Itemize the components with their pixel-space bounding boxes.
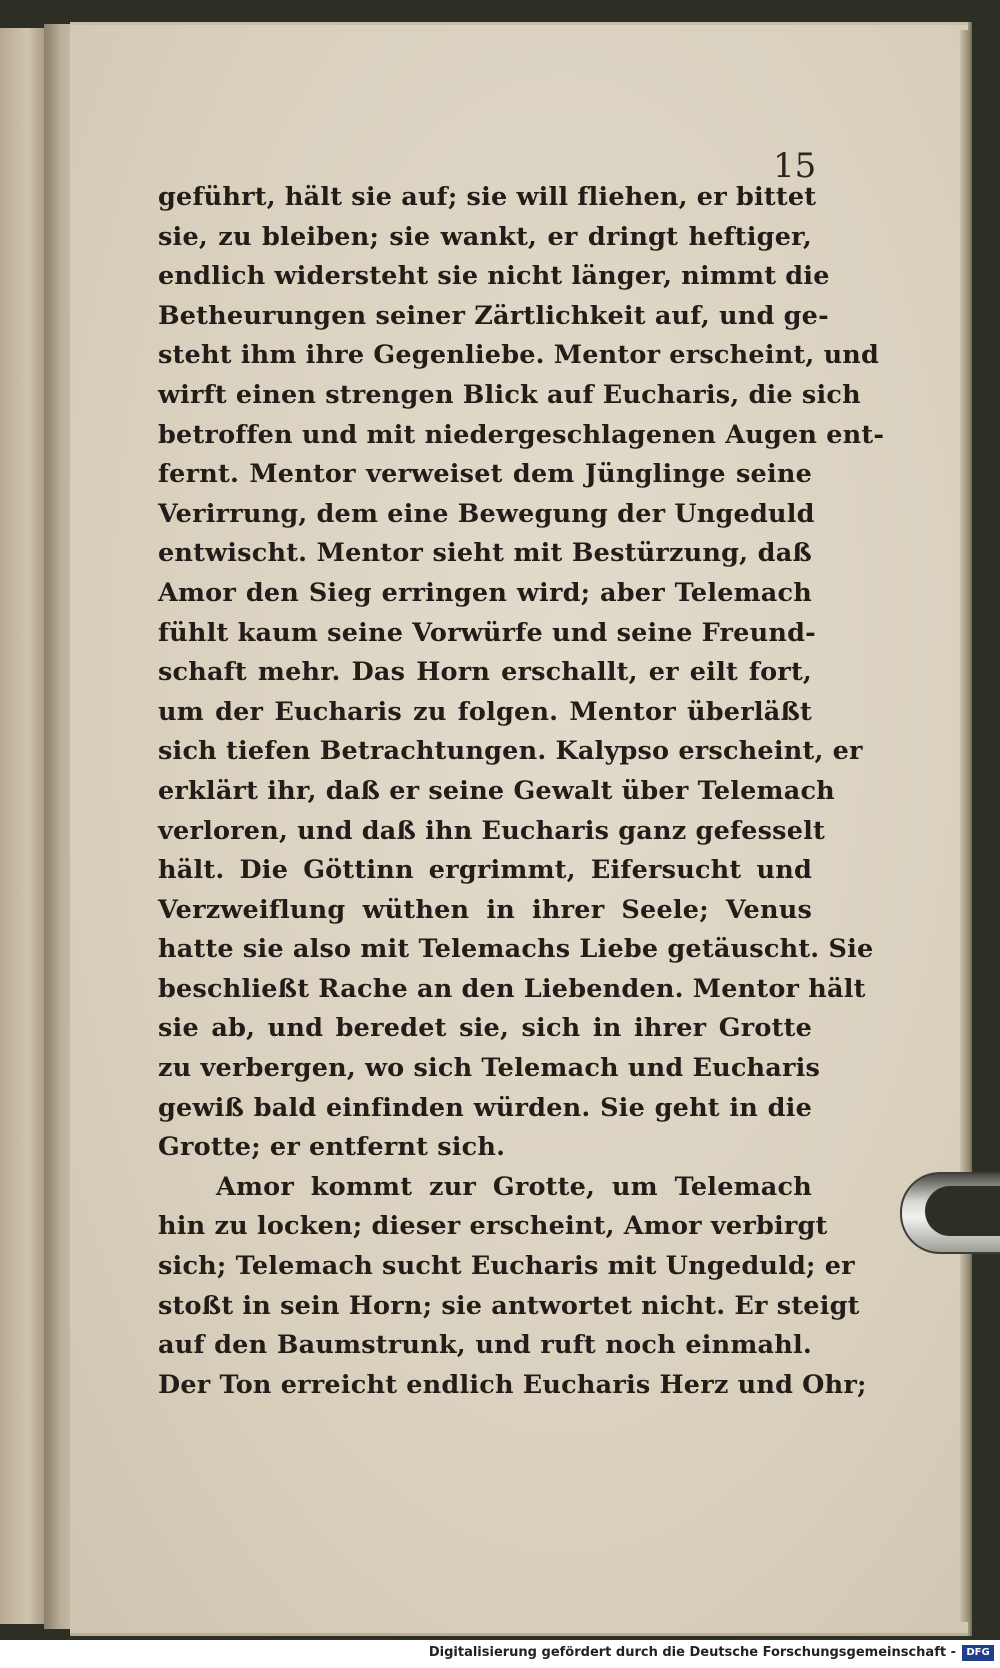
text-line: fernt. Mentor verweiset dem Jünglinge seine bbox=[158, 459, 812, 490]
text-line: erklärt ihr, daß er seine Gewalt über Telemach bbox=[158, 775, 835, 806]
text-line: um der Eucharis zu folgen. Mentor überläßt bbox=[158, 696, 812, 727]
text-line: gewiß bald einfinden würden. Sie geht in die bbox=[158, 1092, 812, 1123]
text-line: Grotte; er entfernt sich. bbox=[158, 1132, 506, 1163]
text-line: Amor den Sieg erringen wird; aber Telemach bbox=[158, 577, 812, 608]
text-line: geführt, hält sie auf; sie will fliehen, er bittet bbox=[158, 182, 817, 212]
funding-credit: Digitalisierung gefördert durch die Deutsche Forschungsgemeinschaft - bbox=[428, 1645, 956, 1660]
text-line: betroffen und mit niedergeschlagenen Augen ent- bbox=[158, 419, 885, 450]
text-line: hält. Die Göttinn ergrimmt, Eifersucht und bbox=[158, 855, 812, 886]
text-line: sie ab, und beredet sie, sich in ihrer Grotte bbox=[158, 1013, 812, 1044]
text-line: Amor kommt zur Grotte, um Telemach bbox=[216, 1171, 812, 1202]
text-line: Betheurungen seiner Zärtlichkeit auf, und ge- bbox=[158, 300, 829, 331]
text-line: schaft mehr. Das Horn erschallt, er eilt fort, bbox=[158, 657, 812, 688]
text-line: zu verbergen, wo sich Telemach und Eucharis bbox=[158, 1053, 821, 1084]
text-line: Verirrung, dem eine Bewegung der Ungeduld bbox=[158, 498, 815, 529]
text-line: hin zu locken; dieser erscheint, Amor verbirgt bbox=[158, 1211, 828, 1242]
text-line: verloren, und daß ihn Eucharis ganz gefesselt bbox=[158, 815, 825, 846]
text-line: Der Ton erreicht endlich Eucharis Herz und Ohr; bbox=[158, 1369, 867, 1400]
text-line: auf den Baumstrunk, und ruft noch einmahl. bbox=[158, 1330, 812, 1361]
text-line: sich; Telemach sucht Eucharis mit Ungeduld; er bbox=[158, 1251, 855, 1282]
page-number: 15 bbox=[773, 146, 817, 186]
text-line: sich tiefen Betrachtungen. Kalypso erscheint, er bbox=[158, 736, 863, 767]
body-text bbox=[158, 178, 885, 1405]
text-line: wirft einen strengen Blick auf Eucharis, die sich bbox=[158, 379, 861, 410]
text-line: Verzweiflung wüthen in ihrer Seele; Venus bbox=[158, 894, 812, 925]
text-line: stoßt in sein Horn; sie antwortet nicht. Er steigt bbox=[158, 1290, 860, 1321]
page-clip-opening bbox=[925, 1186, 1000, 1236]
text-line: entwischt. Mentor sieht mit Bestürzung, daß bbox=[158, 538, 812, 569]
text-line: beschließt Rache an den Liebenden. Mentor hält bbox=[158, 973, 866, 1004]
page-stack-edge bbox=[960, 30, 970, 1622]
facing-page-edge bbox=[0, 28, 48, 1624]
text-line: steht ihm ihre Gegenliebe. Mentor erscheint, und bbox=[158, 340, 880, 371]
text-line: fühlt kaum seine Vorwürfe und seine Freund- bbox=[158, 617, 816, 648]
text-line: hatte sie also mit Telemachs Liebe getäuscht. Sie bbox=[158, 934, 874, 965]
text-line: endlich widersteht sie nicht länger, nimmt die bbox=[158, 261, 830, 292]
text-line: sie, zu bleiben; sie wankt, er dringt heftiger, bbox=[158, 221, 812, 252]
dfg-logo-icon: DFG bbox=[962, 1645, 994, 1661]
